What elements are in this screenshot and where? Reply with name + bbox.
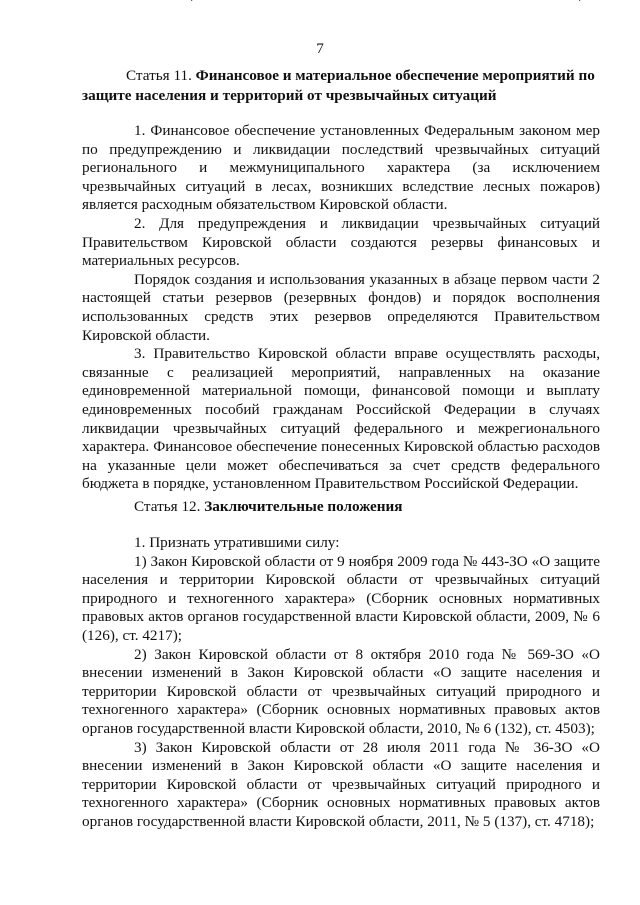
scan-mark: ˙ (578, 0, 582, 10)
scan-mark: ˙ (190, 0, 194, 10)
article-12-prefix: Статья 12. (134, 498, 205, 515)
paragraph: 1. Финансовое обеспечение установленных Федеральным законом мер по предупреждению и ликвидации последствий чрезвычайных ситуаций регионального и межмуниципального характера (за исключением чрезвычайных ситуаций в лесах, возникших вследствие лесных пожаров) является расходным обязательством Кировской области. (82, 122, 600, 214)
article-11-prefix: Статья 11. (126, 67, 196, 84)
article-11-title: Финансовое и материальное обеспечение мероприятий по защите населения и территорий от чрезвычайных ситуаций (82, 67, 595, 104)
article-12-body (82, 534, 600, 832)
paragraph: 2. Для предупреждения и ликвидации чрезвычайных ситуаций Правительством Кировской области создаются резервы финансовых и материальных ресурсов. (82, 214, 600, 270)
list-item: 3) Закон Кировской области от 28 июля 2011 года № 36-ЗО «О внесении изменений в Закон Кировской области «О защите населения и территории Кировской области от чрезвычайных ситуаций природного и техногенного характера» (Сборник основных нормативных правовых актов органов государственной власти Кировской области, 2011, № 5 (137), ст. 4718); (82, 738, 600, 830)
article-11-body (82, 122, 600, 494)
paragraph: 3. Правительство Кировской области вправе осуществлять расходы, связанные с реализацией мероприятий, направленных на оказание единовременной материальной помощи, финансовой помощи и выплату единовременных пособий гражданам Российской Федерации в случаях ликвидации чрезвычайных ситуаций федерального и межрегионального характера. Финансовое обеспечение понесенных Кировской областью расходов на указанные цели может обеспечиваться за счет средств федерального бюджета в порядке, установленном Правительством Российской Федерации. (82, 345, 600, 493)
article-12-title: Заключительные положения (204, 498, 403, 515)
article-12-heading (82, 498, 600, 517)
paragraph: 1. Признать утратившими силу: (134, 534, 340, 551)
page-number: 7 (316, 40, 324, 57)
list-item: 2) Закон Кировской области от 8 октября 2010 года № 569-ЗО «О внесении изменений в Закон Кировской области «О защите населения и территории Кировской области от чрезвычайных ситуаций природного и техногенного характера» (Сборник основных нормативных правовых актов органов государственной власти Кировской области, 2010, № 6 (132), ст. 4503); (82, 645, 600, 737)
list-item: 1) Закон Кировской области от 9 ноября 2009 года № 443-ЗО «О защите населения и территории Кировской области от чрезвычайных ситуаций природного и техногенного характера» (Сборник основных нормативных правовых актов органов государственной власти Кировской области, 2009, № 6 (126), ст. 4217); (82, 552, 600, 644)
paragraph: Порядок создания и использования указанных в абзаце первом части 2 настоящей статьи резервов (резервных фондов) и порядок восполнения использованных средств этих резервов определяются Правительством Кировской области. (82, 270, 600, 344)
article-11-heading (82, 66, 600, 106)
